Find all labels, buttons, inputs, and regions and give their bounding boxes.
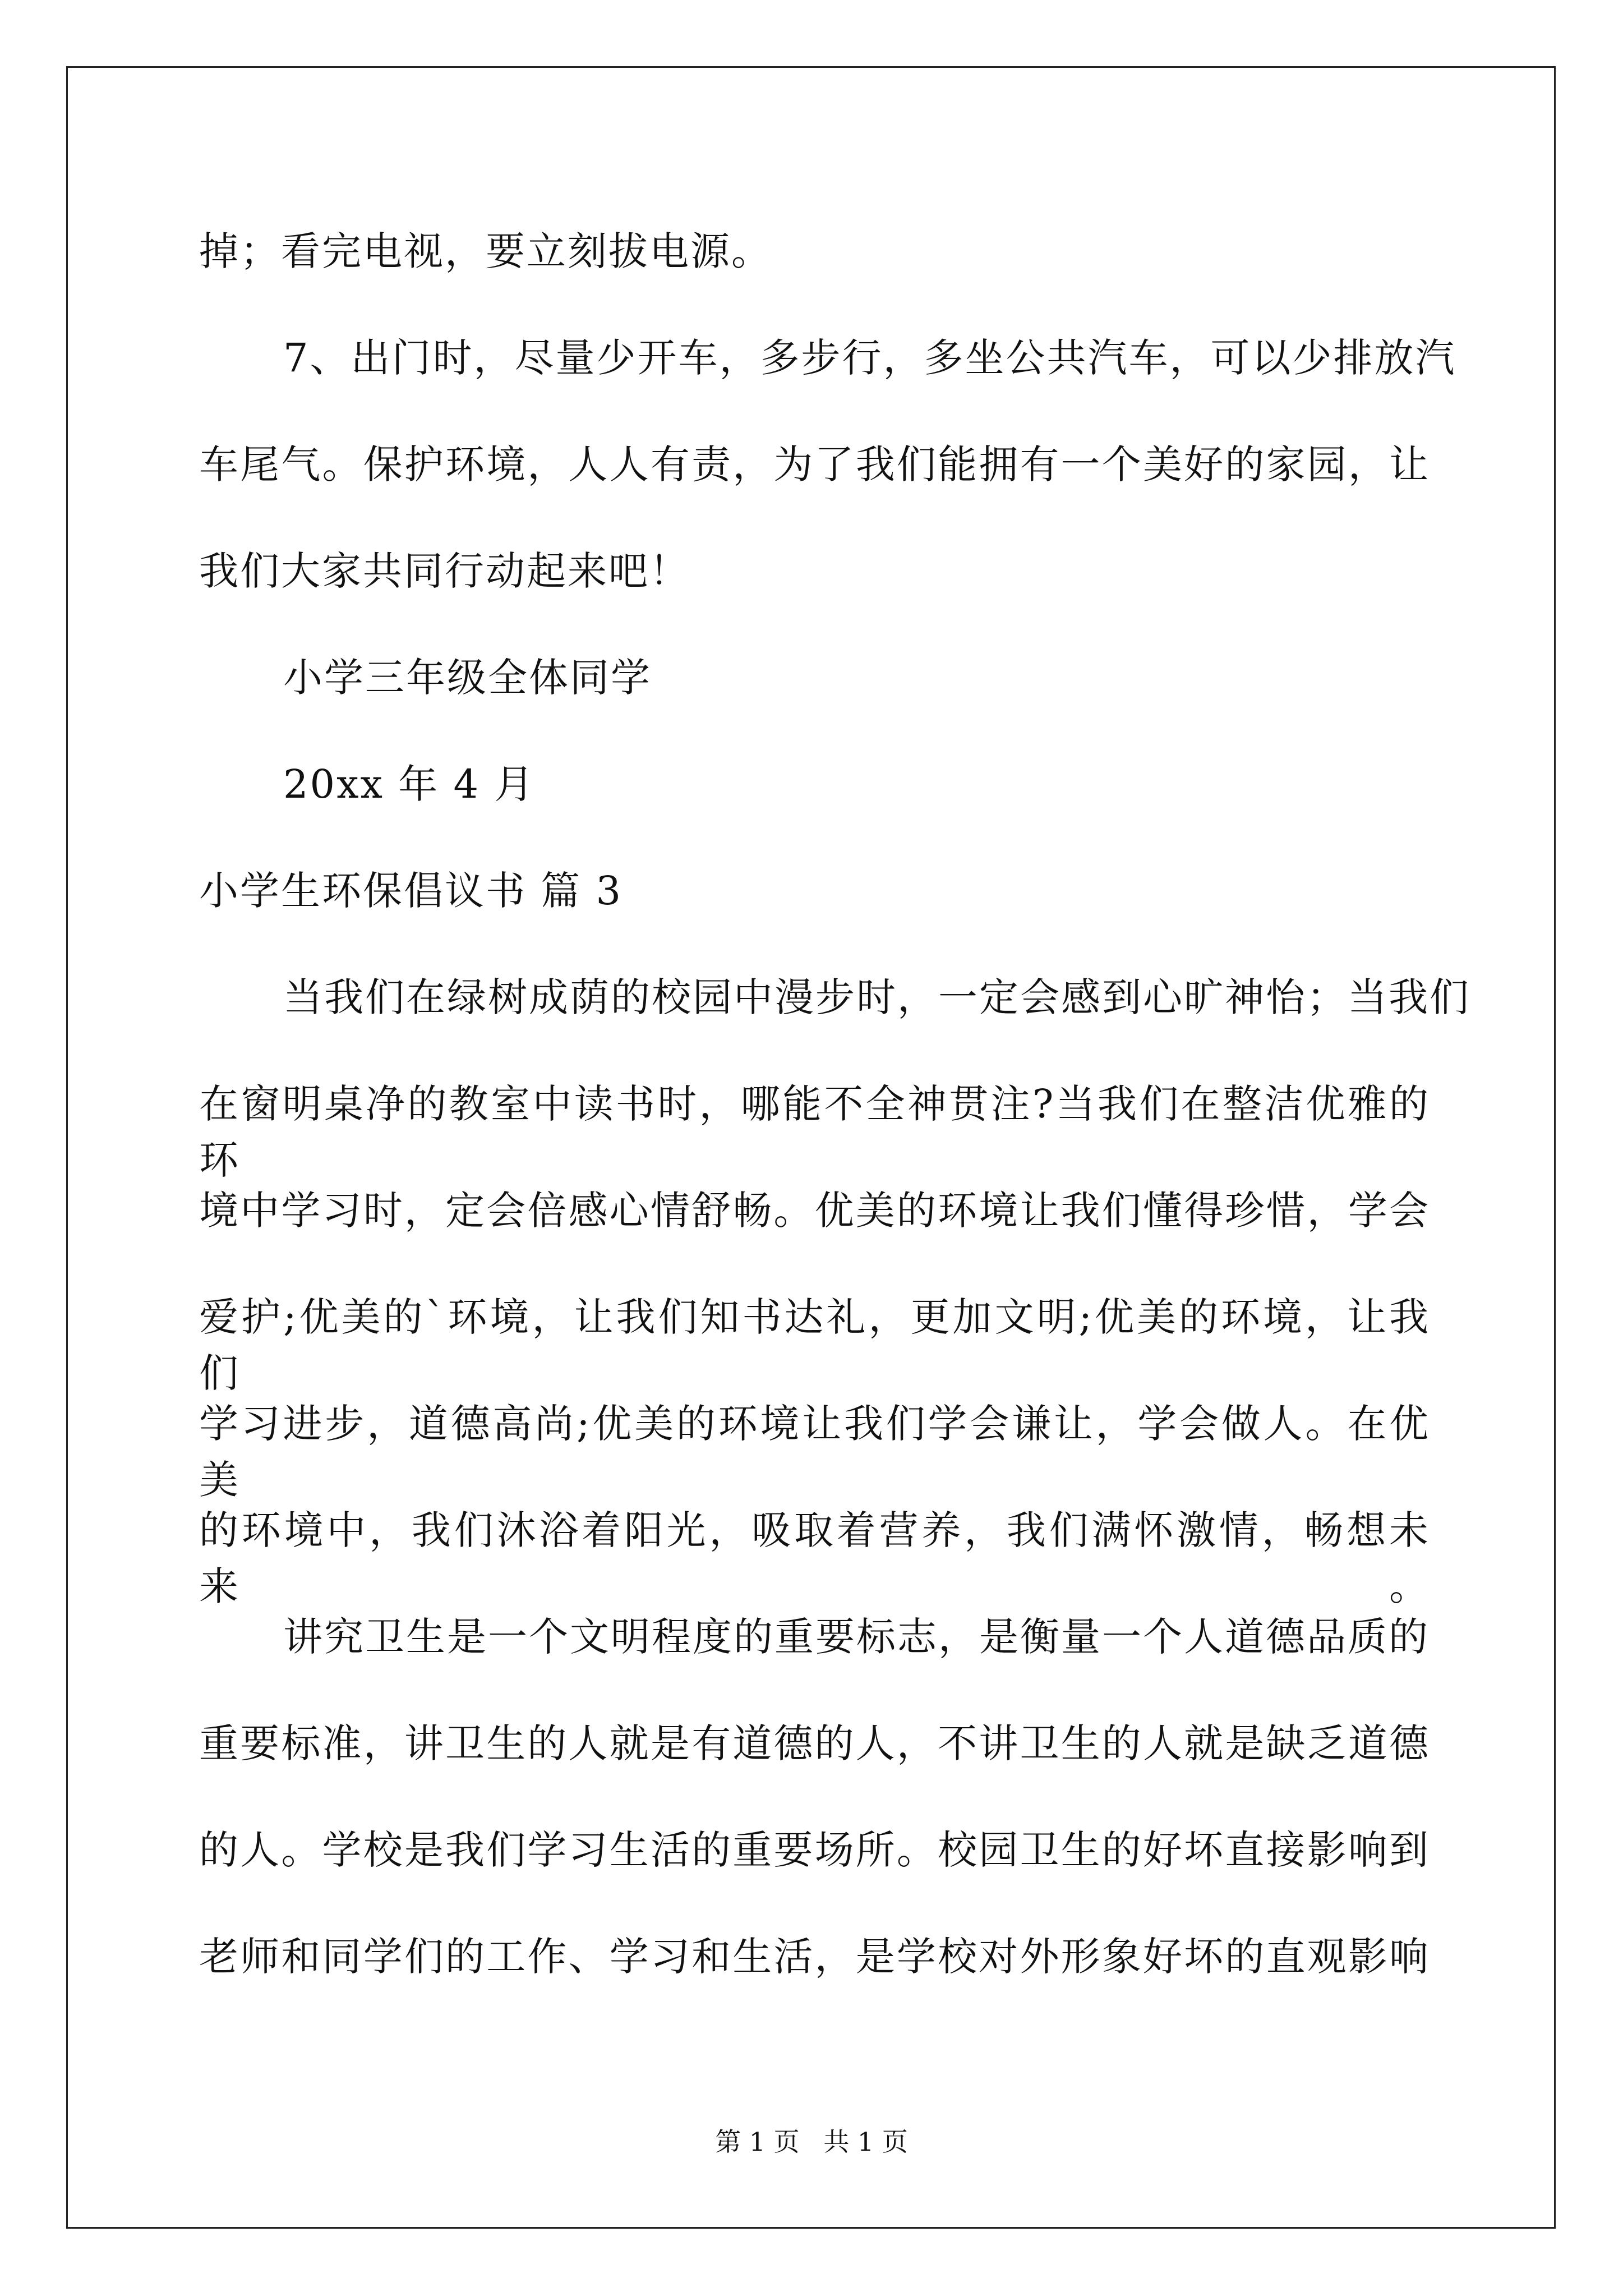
text-line: 我们大家共同行动起来吧！: [199, 548, 690, 594]
text-line: 掉；看完电视，要立刻拔电源。: [199, 228, 772, 274]
text-line: 7、出门时，尽量少开车，多步行，多坐公共汽车，可以少排放汽: [283, 335, 1456, 381]
text-line: 老师和同学们的工作、学习和生活，是学校对外形象好坏的直观影响: [199, 1934, 1430, 1980]
text-line: 重要标准，讲卫生的人就是有道德的人，不讲卫生的人就是缺乏道德: [199, 1720, 1430, 1766]
text-line: 车尾气。保护环境，人人有责，为了我们能拥有一个美好的家园，让: [199, 441, 1430, 487]
text-line: 的人。学校是我们学习生活的重要场所。校园卫生的好坏直接影响到: [199, 1827, 1430, 1873]
text-line: 讲究卫生是一个文明程度的重要标志，是衡量一个人道德品质的: [283, 1614, 1430, 1660]
page-footer: [0, 2125, 1623, 2159]
text-line: 当我们在绿树成荫的校园中漫步时，一定会感到心旷神怡；当我们: [283, 974, 1470, 1020]
text-line: 在窗明桌净的教室中读书时，哪能不全神贯注?当我们在整洁优雅的环: [199, 1081, 1430, 1183]
signature-line: 小学三年级全体同学: [283, 655, 652, 701]
date-line: 20xx 年 4 月: [283, 761, 536, 807]
text-line: 爱护;优美的`环境，让我们知书达礼，更加文明;优美的环境，让我们: [199, 1294, 1430, 1396]
page-total: 共 1 页: [823, 2127, 908, 2157]
text-line: 学习进步，道德高尚;优美的环境让我们学会谦让，学会做人。在优美: [199, 1401, 1430, 1503]
page-border: [66, 66, 1556, 2229]
section-heading: 小学生环保倡议书 篇 3: [199, 868, 623, 914]
text-line: 的环境中，我们沐浴着阳光，吸取着营养，我们满怀激情，畅想未来。: [199, 1507, 1430, 1609]
page-number: 第 1 页: [715, 2127, 800, 2157]
text-line: 境中学习时，定会倍感心情舒畅。优美的环境让我们懂得珍惜，学会: [199, 1188, 1430, 1234]
